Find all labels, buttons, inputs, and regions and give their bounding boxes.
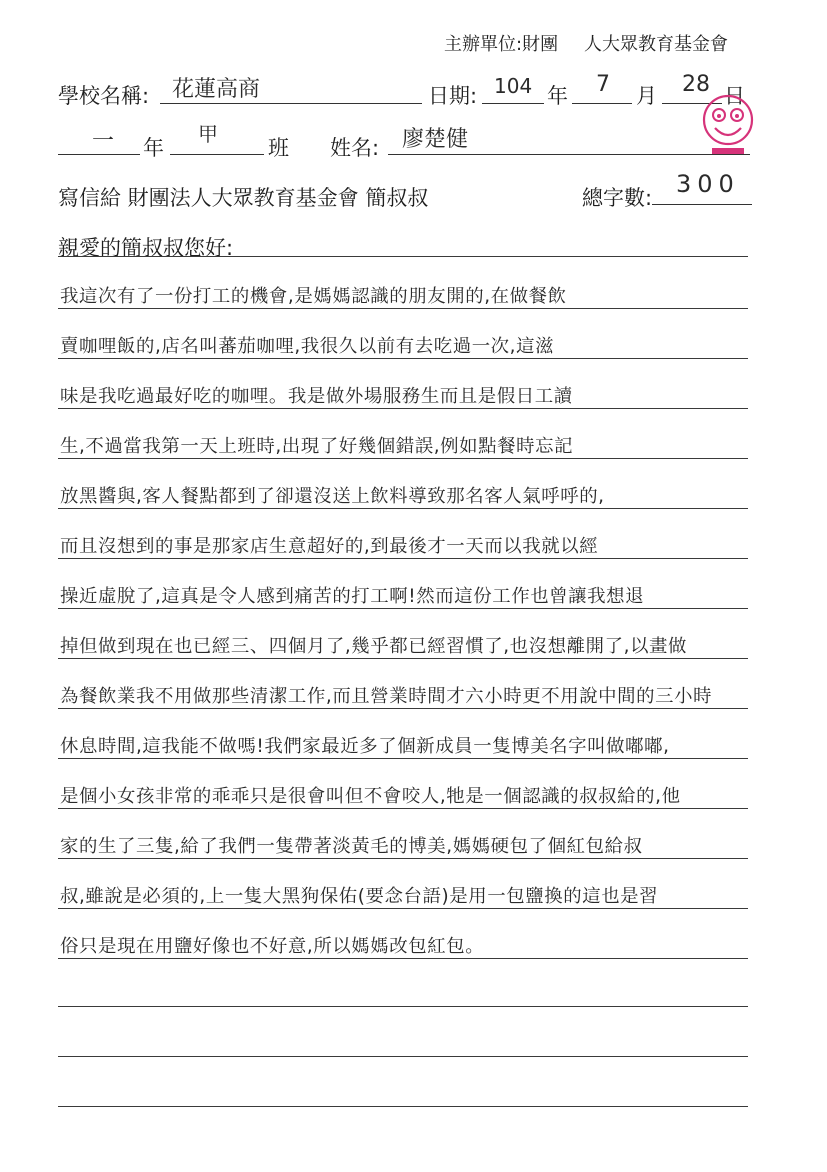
rule-7: [58, 608, 748, 609]
body-line-6: 而且沒想到的事是那家店生意超好的,到最後才一天而以我就以經: [60, 536, 599, 557]
body-line-5: 放黑醬與,客人餐點都到了卻還沒送上飲料導致那名客人氣呼呼的,: [60, 486, 605, 507]
year-underline: [482, 103, 544, 104]
body-line-4: 生,不過當我第一天上班時,出現了好幾個錯誤,例如點餐時忘記: [60, 436, 574, 457]
year-value: 104: [494, 74, 533, 98]
grade-value: 一: [92, 129, 115, 154]
smiley-stamp-icon: [698, 88, 758, 160]
school-label: 學校名稱:: [58, 84, 150, 108]
school-underline: [160, 103, 422, 104]
name-label: 姓名:: [330, 136, 380, 160]
rule-15: [58, 1006, 748, 1007]
day-unit: 日: [724, 84, 745, 108]
month-underline: [572, 103, 632, 104]
rule-17: [58, 1106, 748, 1107]
rule-13: [58, 908, 748, 909]
rule-8: [58, 658, 748, 659]
grade-underline: [58, 154, 140, 155]
body-line-11: 是個小女孩非常的乖乖只是很會叫但不會咬人,牠是一個認識的叔叔給的,他: [60, 786, 681, 807]
class-unit: 班: [268, 136, 289, 160]
rule-9: [58, 708, 748, 709]
rule-16: [58, 1056, 748, 1057]
body-line-8: 掉但做到現在也已經三、四個月了,幾乎都已經習慣了,也沒想離開了,以畫做: [60, 636, 688, 657]
body-line-7: 操近虛脫了,這真是令人感到痛苦的打工啊!然而這份工作也曾讓我想退: [60, 586, 645, 607]
word-count-value: 300: [676, 170, 740, 198]
date-label: 日期:: [428, 84, 478, 108]
year-unit: 年: [547, 84, 568, 108]
rule-3: [58, 408, 748, 409]
rule-6: [58, 558, 748, 559]
body-line-2: 賣咖哩飯的,店名叫蕃茄咖哩,我很久以前有去吃過一次,這滋: [60, 336, 555, 357]
class-underline: [170, 154, 264, 155]
rule-11: [58, 808, 748, 809]
body-line-1: 我這次有了一份打工的機會,是媽媽認識的朋友開的,在做餐飲: [60, 286, 567, 307]
organizer-label: 主辦單位:財團: [444, 34, 559, 55]
rule-1: [58, 308, 748, 309]
rule-12: [58, 858, 748, 859]
rule-14: [58, 958, 748, 959]
greeting-rule: [58, 256, 748, 257]
class-value: 甲: [198, 122, 218, 146]
day-value: 28: [682, 72, 710, 97]
organizer-rest: 人大眾教育基金會: [584, 34, 728, 55]
grade-unit: 年: [143, 136, 164, 160]
rule-10: [58, 758, 748, 759]
name-value: 廖楚健: [402, 127, 469, 152]
body-line-13: 叔,雖說是必須的,上一隻大黑狗保佑(要念台語)是用一包鹽換的這也是習: [60, 886, 659, 907]
rule-2: [58, 358, 748, 359]
month-unit: 月: [636, 84, 657, 108]
word-count-underline: [652, 204, 752, 205]
body-line-14: 俗只是現在用鹽好像也不好意,所以媽媽改包紅包。: [60, 936, 485, 957]
rule-5: [58, 508, 748, 509]
month-value: 7: [596, 72, 610, 97]
rule-4: [58, 458, 748, 459]
body-line-9: 為餐飲業我不用做那些清潔工作,而且營業時間才六小時更不用說中間的三小時: [60, 686, 713, 707]
recipient-line: 寫信給 財團法人大眾教育基金會 簡叔叔: [58, 186, 429, 210]
body-line-12: 家的生了三隻,給了我們一隻帶著淡黃毛的博美,媽媽硬包了個紅包給叔: [60, 836, 643, 857]
body-line-10: 休息時間,這我能不做嗎!我們家最近多了個新成員一隻博美名字叫做嘟嘟,: [60, 736, 670, 757]
name-underline: [388, 154, 750, 155]
body-line-3: 味是我吃過最好吃的咖哩。我是做外場服務生而且是假日工讀: [60, 386, 573, 407]
greeting: 親愛的簡叔叔您好:: [58, 236, 234, 260]
school-value: 花蓮高商: [172, 77, 261, 102]
word-count-label: 總字數:: [582, 186, 653, 210]
